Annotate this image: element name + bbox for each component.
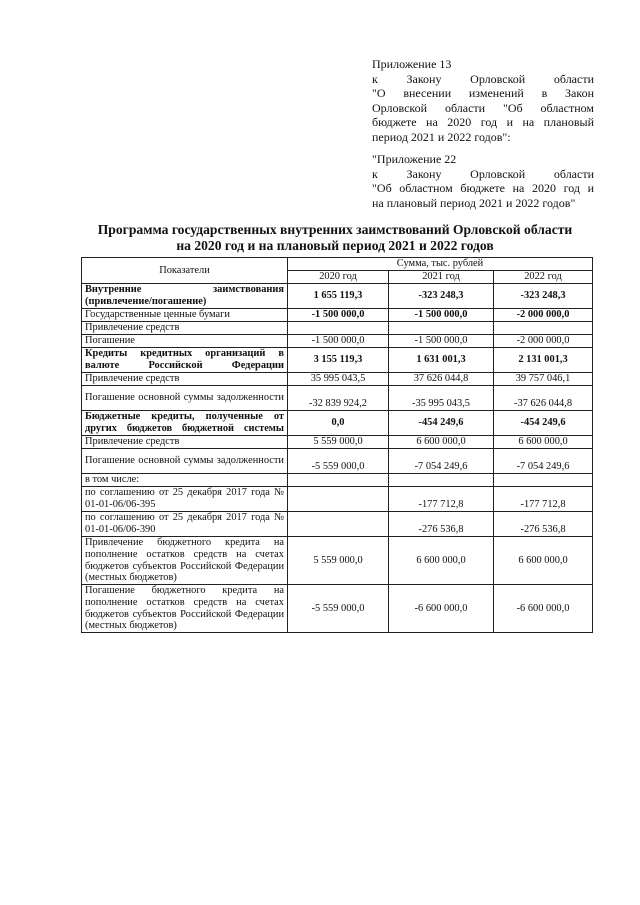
table-row: [82, 373, 593, 386]
value-cell-2020: 3 155 119,3: [288, 348, 389, 373]
value-cell-2021: 1 631 001,3: [389, 348, 494, 373]
row-label: Погашение основной суммы задолженности: [82, 386, 288, 411]
table-row: [82, 449, 593, 474]
header-year-2020: 2020 год: [288, 271, 389, 284]
title-line-2: на 2020 год и на плановый период 2021 и 2022 годов: [176, 237, 494, 253]
annex-line: на плановый период 2021 и 2022 годов": [372, 195, 576, 210]
annex-line: "Об областном бюджете на 2020 год и: [372, 181, 594, 196]
annex-13-heading: [372, 57, 594, 145]
row-label: Погашение бюджетного кредита на пополнение остатков средств на счетах бюджетов субъектов Российской Федерации (местных бюджетов): [82, 585, 288, 633]
value-cell-2020: -5 559 000,0: [288, 585, 389, 633]
value-cell-2022: 2 131 001,3: [494, 348, 593, 373]
value-cell-2021: [389, 474, 494, 487]
value-cell-2020: [288, 487, 389, 512]
value-cell-2020: 1 655 119,3: [288, 284, 389, 309]
value-cell-2020: -32 839 924,2: [288, 386, 389, 411]
value-cell-2022: 6 600 000,0: [494, 436, 593, 449]
annex-line: к Закону Орловской области: [372, 166, 594, 181]
annex-line: период 2021 и 2022 годов":: [372, 129, 511, 144]
table-row: [82, 537, 593, 585]
value-cell-2020: [288, 512, 389, 537]
value-cell-2020: 35 995 043,5: [288, 373, 389, 386]
table-row: [82, 487, 593, 512]
value-cell-2021: -6 600 000,0: [389, 585, 494, 633]
row-label: по соглашению от 25 декабря 2017 года № 01-01-06/06-395: [82, 487, 288, 512]
value-cell-2022: -276 536,8: [494, 512, 593, 537]
header-amount: Сумма, тыс. рублей: [288, 258, 593, 271]
table-row: [82, 348, 593, 373]
table-header-row: [82, 258, 593, 271]
row-label: Государственные ценные бумаги: [82, 309, 288, 322]
value-cell-2021: -35 995 043,5: [389, 386, 494, 411]
table-row: [82, 284, 593, 309]
value-cell-2022: [494, 474, 593, 487]
value-cell-2020: 5 559 000,0: [288, 537, 389, 585]
value-cell-2021: -1 500 000,0: [389, 309, 494, 322]
row-label: Привлечение средств: [82, 322, 288, 335]
header-year-2022: 2022 год: [494, 271, 593, 284]
header-year-2021: 2021 год: [389, 271, 494, 284]
table-row: [82, 322, 593, 335]
table-row: [82, 411, 593, 436]
annex-line: "Приложение 22: [372, 152, 457, 166]
row-label: Бюджетные кредиты, полученные от других бюджетов бюджетной системы: [82, 411, 288, 436]
value-cell-2022: 39 757 046,1: [494, 373, 593, 386]
value-cell-2021: [389, 322, 494, 335]
value-cell-2020: 0,0: [288, 411, 389, 436]
value-cell-2022: [494, 322, 593, 335]
value-cell-2021: -1 500 000,0: [389, 335, 494, 348]
row-label: Привлечение средств: [82, 436, 288, 449]
value-cell-2020: -1 500 000,0: [288, 335, 389, 348]
header-indicators: Показатели: [82, 258, 288, 284]
row-label: Погашение основной суммы задолженности: [82, 449, 288, 474]
title-line-1: Программа государственных внутренних заимствований Орловской области: [97, 222, 573, 237]
value-cell-2022: -323 248,3: [494, 284, 593, 309]
table-row: [82, 585, 593, 633]
row-label: в том числе:: [82, 474, 288, 487]
table-row: [82, 309, 593, 322]
annex-line: к Закону Орловской области: [372, 71, 594, 86]
value-cell-2020: [288, 322, 389, 335]
value-cell-2022: -6 600 000,0: [494, 585, 593, 633]
value-cell-2022: 6 600 000,0: [494, 537, 593, 585]
value-cell-2022: -177 712,8: [494, 487, 593, 512]
value-cell-2021: 6 600 000,0: [389, 537, 494, 585]
table-row: [82, 386, 593, 411]
table-body: [82, 284, 593, 633]
value-cell-2021: 6 600 000,0: [389, 436, 494, 449]
value-cell-2022: -2 000 000,0: [494, 335, 593, 348]
annex-22-heading: [372, 152, 594, 210]
value-cell-2022: -2 000 000,0: [494, 309, 593, 322]
value-cell-2020: 5 559 000,0: [288, 436, 389, 449]
value-cell-2022: -37 626 044,8: [494, 386, 593, 411]
annex-line: Орловской области "Об областном: [372, 100, 594, 115]
table-row: [82, 474, 593, 487]
row-label: Привлечение средств: [82, 373, 288, 386]
annex-line: "О внесении изменений в Закон: [372, 86, 594, 101]
table-row: [82, 436, 593, 449]
value-cell-2020: [288, 474, 389, 487]
annex-line: Приложение 13: [372, 57, 452, 71]
document-title: [80, 222, 590, 253]
value-cell-2022: -454 249,6: [494, 411, 593, 436]
value-cell-2020: -1 500 000,0: [288, 309, 389, 322]
row-label: Погашение: [82, 335, 288, 348]
value-cell-2020: -5 559 000,0: [288, 449, 389, 474]
row-label: Привлечение бюджетного кредита на пополнение остатков средств на счетах бюджетов субъектов Российской Федерации (местных бюджетов): [82, 537, 288, 585]
value-cell-2021: -454 249,6: [389, 411, 494, 436]
value-cell-2021: 37 626 044,8: [389, 373, 494, 386]
value-cell-2021: -7 054 249,6: [389, 449, 494, 474]
row-label: Внутренние заимствования (привлечение/погашение): [82, 284, 288, 309]
table-row: [82, 335, 593, 348]
row-label: Кредиты кредитных организаций в валюте Российской Федерации: [82, 348, 288, 373]
value-cell-2021: -177 712,8: [389, 487, 494, 512]
annex-line: бюджете на 2020 год и на плановый: [372, 115, 594, 130]
value-cell-2022: -7 054 249,6: [494, 449, 593, 474]
value-cell-2021: -276 536,8: [389, 512, 494, 537]
value-cell-2021: -323 248,3: [389, 284, 494, 309]
row-label: по соглашению от 25 декабря 2017 года № 01-01-06/06-390: [82, 512, 288, 537]
table-row: [82, 512, 593, 537]
borrowing-program-table: [81, 257, 593, 633]
